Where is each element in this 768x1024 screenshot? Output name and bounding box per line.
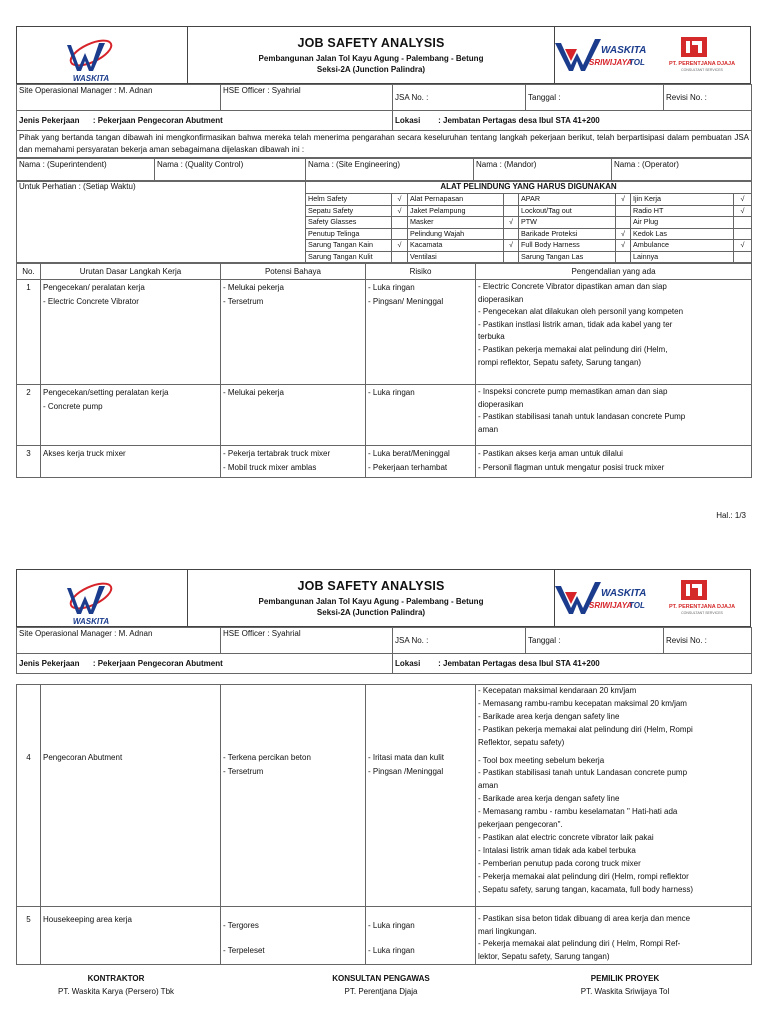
svg-text:TOL: TOL (629, 601, 645, 610)
step-control: - Pastikan akses kerja aman untuk dilalui - Personil flagman untuk mengatur posisi truck mixer (476, 446, 752, 478)
svg-text:SRIWIJAYA: SRIWIJAYA (589, 58, 633, 67)
step-no: 2 (17, 385, 41, 446)
project-name: Pembangunan Jalan Tol Kayu Agung - Palembang - Betung (258, 54, 484, 63)
project-section: Seksi-2A (Junction Palindra) (316, 65, 426, 74)
tanggal: Tanggal : (526, 628, 664, 654)
site-manager: Site Operasional Manager : M. Adnan (17, 85, 221, 111)
pemilik-label: PEMILIK PROYEK (590, 974, 660, 983)
ppe-item: Penutup Telinga (306, 228, 392, 240)
ppe-check (734, 251, 752, 263)
step-control: - Inspeksi concrete pump memastikan aman dan siap dioperasikan - Pastikan stabilisasi tanah untuk landasan concrete Pump aman (476, 385, 752, 446)
step-hazard: - Melukai pekerja - Tersetrum (221, 280, 366, 385)
names-table (16, 158, 752, 181)
ppe-item: Pelindung Wajah (408, 228, 504, 240)
col-control: Pengendalian yang ada (476, 264, 752, 280)
table-row (17, 280, 752, 385)
jenis-pekerjaan: Jenis Pekerjaan : Pekerjaan Pengecoran Abutment (17, 111, 393, 131)
ppe-item: Masker (408, 217, 504, 229)
step-risk: - Luka ringan (366, 385, 476, 446)
pemilik-name: PT. Waskita Sriwijaya Tol (580, 987, 670, 996)
ppe-check: √ (392, 194, 408, 206)
col-step: Urutan Dasar Langkah Kerja (41, 264, 221, 280)
ppe-check: √ (504, 217, 519, 229)
ppe-item: Lockout/Tag out (519, 205, 616, 217)
jsa-page-2 (16, 569, 751, 965)
ppe-item: Ijin Kerja (631, 194, 734, 206)
jsa-no: JSA No. : (393, 85, 526, 111)
ppe-item: Kacamata (408, 240, 504, 252)
ppe-check (504, 194, 519, 206)
name-quality-control: Nama : (Quality Control) (155, 159, 306, 181)
ppe-item: Radio HT (631, 205, 734, 217)
step-hazard: - Terkena percikan beton - Tersetrum (221, 685, 366, 907)
perentjana-logo (669, 37, 735, 72)
site-manager: Site Operasional Manager : M. Adnan (17, 628, 221, 654)
konsultan-name: PT. Perentjana Djaja (344, 987, 418, 996)
col-risk: Risiko (366, 264, 476, 280)
kontraktor-name: PT. Waskita Karya (Persero) Tbk (57, 987, 175, 996)
name-site-engineering: Nama : (Site Engineering) (306, 159, 474, 181)
col-no: No. (17, 264, 41, 280)
step-hazard: - Melukai pekerja (221, 385, 366, 446)
svg-text:CONSULTANT SERVICES: CONSULTANT SERVICES (681, 611, 723, 615)
ppe-check (392, 251, 408, 263)
ppe-item: Alat Pernapasan (408, 194, 504, 206)
ppe-check: √ (392, 240, 408, 252)
ppe-table (16, 181, 752, 263)
project-section: Seksi-2A (Junction Palindra) (316, 608, 426, 617)
step-hazard: - Pekerja tertabrak truck mixer - Mobil truck mixer amblas (221, 446, 366, 478)
ppe-check (504, 205, 519, 217)
name-mandor: Nama : (Mandor) (474, 159, 612, 181)
table-row (17, 446, 752, 478)
step-control: - Electric Concrete Vibrator dipastikan aman dan siap dioperasikan - Pengecekan alat dilakukan oleh personil yang kompeten - Pastikan instlasi listrik aman, tidak ada kabel yang ter terbuka - Pastikan pekerja memakai alat pelindung diri (Helm, rompi reflektor, Sepatu safety, Sarung tangan) (476, 280, 752, 385)
name-operator: Nama : (Operator) (612, 159, 752, 181)
name-superintendent: Nama : (Superintendent) (17, 159, 155, 181)
ppe-item: Sarung Tangan Las (519, 251, 616, 263)
table-row (17, 907, 752, 965)
step-risk: - Luka ringan - Pingsan/ Meninggal (366, 280, 476, 385)
steps-table-page-1 (16, 263, 752, 478)
ppe-check: √ (504, 240, 519, 252)
lokasi: Lokasi : Jembatan Pertagas desa Ibul STA 41+200 (393, 111, 752, 131)
ppe-heading: ALAT PELINDUNG YANG HARUS DIGUNAKAN (306, 182, 752, 194)
konsultan-label: KONSULTAN PENGAWAS (332, 974, 430, 983)
ppe-item: Kedok Las (631, 228, 734, 240)
hse-officer: HSE Officer : Syahrial (221, 85, 393, 111)
ppe-check: √ (616, 228, 631, 240)
step-control: - Pastikan sisa beton tidak dibuang di area kerja dan mence mari lingkungan. - Pekerja memakai alat pelindung diri ( Helm, Rompi Ref- lektor, Sepatu safety, Sarung tangan) (476, 907, 752, 965)
step-desc: Akses kerja truck mixer (41, 446, 221, 478)
ppe-item: Sarung Tangan Kain (306, 240, 392, 252)
ppe-item: Helm Safety (306, 194, 392, 206)
ppe-check (504, 228, 519, 240)
step-desc: Housekeeping area kerja (41, 907, 221, 965)
step-no: 1 (17, 280, 41, 385)
page-number: Hal.: 1/3 (716, 511, 746, 520)
svg-text:CONSULTANT SERVICES: CONSULTANT SERVICES (681, 68, 723, 72)
ppe-check (392, 228, 408, 240)
svg-text:WASKITA: WASKITA (601, 45, 647, 56)
project-name: Pembangunan Jalan Tol Kayu Agung - Palembang - Betung (258, 597, 484, 606)
ppe-item: Sepatu Safety (306, 205, 392, 217)
ppe-item: Safety Glasses (306, 217, 392, 229)
ppe-check: √ (392, 205, 408, 217)
step-hazard: - Tergores - Terpeleset (221, 907, 366, 965)
revisi-no: Revisi No. : (664, 85, 752, 111)
svg-text:WASKITA: WASKITA (72, 74, 110, 83)
ppe-check (392, 217, 408, 229)
partner-logos (554, 570, 750, 626)
col-hazard: Potensi Bahaya (221, 264, 366, 280)
step-no: 3 (17, 446, 41, 478)
step-desc: Pengecoran Abutment (41, 685, 221, 907)
ppe-check: √ (734, 240, 752, 252)
ppe-check: √ (616, 194, 631, 206)
document-title: JOB SAFETY ANALYSIS (297, 36, 445, 50)
info-table (16, 627, 752, 674)
waskita-toll-logo (555, 39, 646, 71)
ppe-item: PTW (519, 217, 616, 229)
ppe-item: Ventilasi (408, 251, 504, 263)
lokasi: Lokasi : Jembatan Pertagas desa Ibul STA 41+200 (393, 654, 752, 674)
ppe-check (616, 217, 631, 229)
document-header (16, 569, 751, 627)
ppe-check: √ (734, 194, 752, 206)
ppe-check (734, 228, 752, 240)
step-control: - Kecepatan maksimal kendaraan 20 km/jam - Memasang rambu-rambu kecepatan maksimal 20 km/jam - Barikade area kerja dengan safety line - Pastikan pekerja memakai alat pelindung diri (Helm, Rompi Reflektor, sepatu safety) - Tool box meeting sebelum bekerja - Pastikan stabilisasi tanah untuk Landasan concrete pump aman - Barikade area kerja dengan safety line - Memasang rambu - rambu keselamatan " Hati-hati ada pekerjaan pengecoran". - Pastikan alat electric concrete vibrator laik pakai - Intalasi listrik aman tidak ada kabel terbuka - Pemberian penutup pada corong truck mixer - Pekerja memakai alat pelindung diri (Helm, rompi reflektor , Sepatu safety, sarung tangan, kacamata, full body harness) (476, 685, 752, 907)
kontraktor-label: KONTRAKTOR (87, 974, 145, 983)
attention-note: Untuk Perhatian : (Setiap Waktu) (17, 182, 306, 263)
document-title: JOB SAFETY ANALYSIS (297, 579, 445, 593)
ppe-check: √ (734, 205, 752, 217)
svg-text:PT. PERENTJANA DJAJA: PT. PERENTJANA DJAJA (668, 604, 736, 610)
ppe-item: Barikade Proteksi (519, 228, 616, 240)
ppe-item: Ambulance (631, 240, 734, 252)
step-risk: - Luka ringan - Luka ringan (366, 907, 476, 965)
ppe-item: Jaket Pelampung (408, 205, 504, 217)
pemilik-block (525, 972, 725, 998)
svg-text:TOL: TOL (629, 58, 645, 67)
jenis-pekerjaan: Jenis Pekerjaan : Pekerjaan Pengecoran Abutment (17, 654, 393, 674)
ppe-check (504, 251, 519, 263)
perentjana-logo (669, 580, 735, 615)
step-desc: Pengecekan/ peralatan kerja - Electric Concrete Vibrator (41, 280, 221, 385)
info-table (16, 84, 752, 158)
svg-text:PT. PERENTJANA DJAJA: PT. PERENTJANA DJAJA (668, 61, 736, 67)
konsultan-block (281, 972, 481, 998)
step-risk: - Iritasi mata dan kulit - Pingsan /Meninggal (366, 685, 476, 907)
svg-text:WASKITA: WASKITA (601, 588, 647, 599)
document-header (16, 26, 751, 84)
ppe-item: Air Plug (631, 217, 734, 229)
waskita-logo (17, 27, 188, 83)
ppe-check (616, 205, 631, 217)
step-risk: - Luka berat/Meninggal - Pekerjaan terhambat (366, 446, 476, 478)
step-no: 4 (17, 685, 41, 907)
svg-text:WASKITA: WASKITA (72, 617, 110, 626)
table-row (17, 685, 752, 907)
jsa-no: JSA No. : (393, 628, 526, 654)
ppe-check: √ (616, 240, 631, 252)
ppe-item: APAR (519, 194, 616, 206)
table-row (17, 385, 752, 446)
ppe-check (616, 251, 631, 263)
tanggal: Tanggal : (526, 85, 664, 111)
kontraktor-block (16, 972, 216, 998)
revisi-no: Revisi No. : (664, 628, 752, 654)
ppe-item: Lainnya (631, 251, 734, 263)
waskita-toll-logo (555, 582, 646, 614)
ppe-item: Sarung Tangan Kulit (306, 251, 392, 263)
step-desc: Pengecekan/setting peralatan kerja - Concrete pump (41, 385, 221, 446)
hse-officer: HSE Officer : Syahrial (221, 628, 393, 654)
confirmation-statement: Pihak yang bertanda tangan dibawah ini mengkonfirmasikan bahwa mereka telah menerima pengarahan secara keseluruhan tentang langkah pekerjaan berikut, telah berpartisipasi dalam pembuatan JSA dan memahami persyaratan bekerja aman sebagaimana dijelaskan dibawah ini : (17, 131, 752, 158)
ppe-item: Full Body Harness (519, 240, 616, 252)
steps-table-page-2 (16, 684, 752, 965)
svg-text:SRIWIJAYA: SRIWIJAYA (589, 601, 633, 610)
step-no: 5 (17, 907, 41, 965)
partner-logos (554, 27, 750, 83)
ppe-check (734, 217, 752, 229)
jsa-page-1 (16, 26, 751, 478)
waskita-logo (17, 570, 188, 626)
